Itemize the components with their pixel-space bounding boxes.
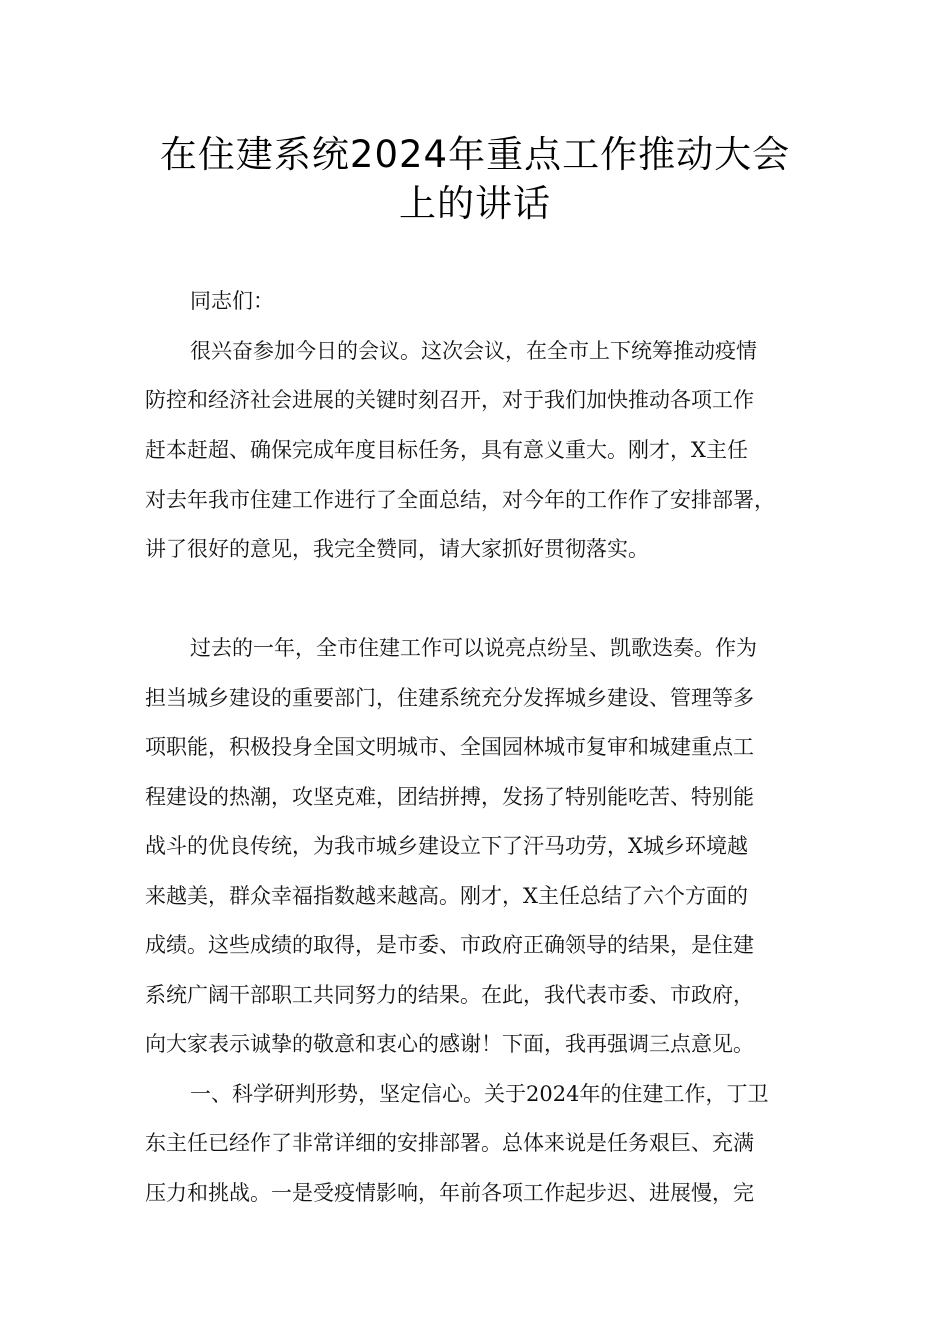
paragraph-line: 很兴奋参加今日的会议。这次会议，在全市上下统筹推动疫情 xyxy=(190,339,757,363)
paragraph-line: 赶本赶超、确保完成年度目标任务，具有意义重大。刚才，X主任 xyxy=(145,438,748,462)
paragraph-line: 成绩。这些成绩的取得，是市委、市政府正确领导的结果，是住建 xyxy=(145,933,754,957)
salutation: 同志们： xyxy=(190,289,274,313)
paragraph-line: 战斗的优良传统，为我市城乡建设立下了汗马功劳，X城乡环境越 xyxy=(145,834,748,858)
paragraph-line: 系统广阔干部职工共同努力的结果。在此，我代表市委、市政府， xyxy=(145,983,754,1007)
paragraph-line: 防控和经济社会进展的关键时刻召开，对于我们加快推动各项工作 xyxy=(145,388,754,412)
paragraph-line: 一、科学研判形势，坚定信心。关于2024年的住建工作，丁卫 xyxy=(190,1082,769,1106)
paragraph-line: 来越美，群众幸福指数越来越高。刚才，X主任总结了六个方面的 xyxy=(145,884,748,908)
document-title-line-2: 上的讲话 xyxy=(399,182,551,225)
paragraph-line: 东主任已经作了非常详细的安排部署。总体来说是任务艰巨、充满 xyxy=(145,1131,754,1155)
paragraph-line: 讲了很好的意见，我完全赞同，请大家抓好贯彻落实。 xyxy=(145,537,649,561)
paragraph-line: 程建设的热潮，攻坚克难，团结拼搏，发扬了特别能吃苦、特别能 xyxy=(145,785,754,809)
paragraph-line: 向大家表示诚挚的敬意和衷心的感谢！下面，我再强调三点意见。 xyxy=(145,1032,754,1056)
paragraph-line: 压力和挑战。一是受疫情影响，年前各项工作起步迟、进展慢，完 xyxy=(145,1181,754,1205)
document-title-line-1: 在住建系统2024年重点工作推动大会 xyxy=(159,133,791,176)
paragraph-line: 担当城乡建设的重要部门，住建系统充分发挥城乡建设、管理等多 xyxy=(145,686,754,710)
paragraph-line: 项职能，积极投身全国文明城市、全国园林城市复审和城建重点工 xyxy=(145,735,754,759)
paragraph-line: 过去的一年，全市住建工作可以说亮点纷呈、凯歌迭奏。作为 xyxy=(190,636,757,660)
paragraph-line: 对去年我市住建工作进行了全面总结，对今年的工作作了安排部署， xyxy=(145,488,775,512)
